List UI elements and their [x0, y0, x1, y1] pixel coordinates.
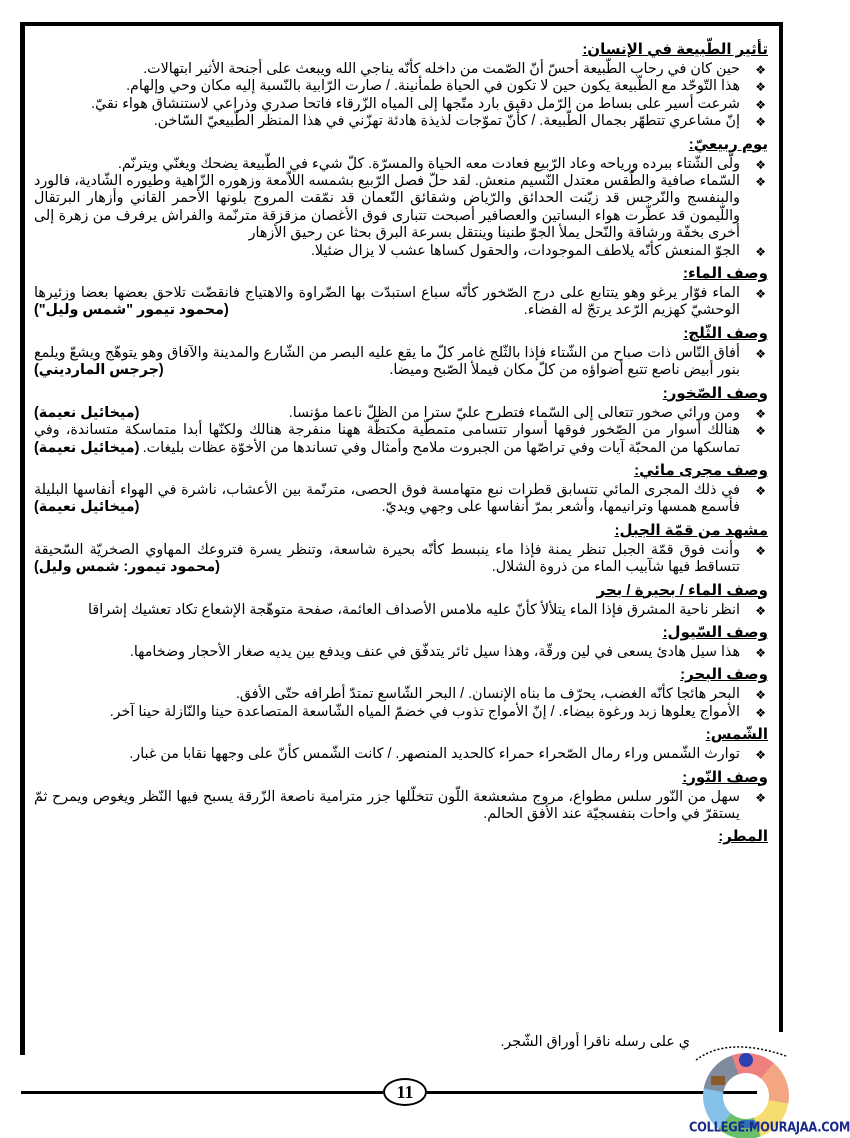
section-heading: الشّمس: [705, 726, 768, 744]
page-border-left [20, 22, 25, 1055]
section [34, 461, 770, 521]
diamond-bullet-icon: ❖ [755, 790, 766, 805]
item-text: هنالك أسوار من الصّخور فوقها أسوار تتسامى متمطّية مكتظّة ههنا منفرجة هنالك ولكنّها أبدا متماسكة متساندة، وفي تماسكها من المحبّة آيات وفي تراصّها من الجبروت ملامح وأمثال وفي تساندها من الأخوّة عظات بليغات. [34, 422, 740, 456]
diamond-bullet-icon: ❖ [755, 63, 766, 77]
list-item [34, 602, 770, 619]
section [34, 264, 770, 324]
section-heading: يوم ربيعيّ: [688, 135, 768, 153]
section [34, 521, 770, 581]
diamond-bullet-icon: ❖ [755, 175, 766, 190]
item-text: شرعت أسير على بساط من الرّمل دقيق بارد متّجها إلى المياه الزّرقاء فاتحا صدري وذراعي لاستنشاق هواء نقيّ. [91, 95, 740, 112]
diamond-bullet-icon: ❖ [755, 287, 766, 302]
diamond-bullet-icon: ❖ [755, 244, 766, 259]
item-text: إنّ مشاعري تتطهّر بجمال الطّبيعة. / كأنّ تموّجات لذيذة هادئة تهزّني في هذا المنظر الطّبيعيّ السّاخن. [153, 113, 740, 130]
list-item [34, 482, 770, 517]
section-heading: وصف الصّخور: [662, 384, 768, 402]
author-citation: (ميخائيل نعيمة) [34, 499, 140, 516]
list-item [34, 644, 770, 661]
item-text: السّماء صافية والطّقس معتدل النّسيم منعش. لقد حلّ فصل الرّبيع بشمسه اللاّمعة وزهوره الزّاهية وطيوره الشّادية، فالورد والبنفسج والنّرجس قد زيّنت الحدائق والرّياض وشقائق النّعمان قد نمّقت المروج بلونها الأحمر القاني وأزهار البرتقال واللّيمون قد عطّرت هواء البساتين والعصافير أصبحت تتبارى فوق الأغصان مزقزقة مترنّمة والفراش يرفرف من زهرة إلى أخرى بخفّة ورشاقة والنّحل يملأ الجوّ طنينا وينتقل بسرعة البرق بحثا عن رحيق الأزهار [34, 173, 740, 242]
page-border-top [20, 22, 783, 26]
author-citation: (محمود تيمور "شمس وليل") [34, 302, 229, 319]
section [34, 623, 770, 665]
section-heading: وصف البحر: [680, 666, 768, 684]
diamond-bullet-icon: ❖ [755, 543, 766, 558]
section-spacer [34, 848, 770, 852]
list-item [34, 746, 770, 763]
list-item [34, 173, 770, 243]
item-text: حين كان في رحاب الطّبيعة أحسّ أنّ الصّمت من داخله كأنّه يناجي الله ويبعث على أجنحة الأثير ابتهالات. [143, 61, 740, 77]
section [34, 665, 770, 725]
section [34, 135, 770, 264]
list-item [34, 422, 770, 457]
list-item [34, 285, 770, 320]
diamond-bullet-icon: ❖ [755, 705, 766, 720]
list-item [34, 113, 770, 130]
section-heading: وصف الماء: [683, 265, 768, 283]
list-item [34, 156, 770, 173]
section-heading: وصف الثّلج: [683, 324, 768, 342]
author-citation: (ميخائيل نعيمة) [34, 404, 140, 421]
diamond-bullet-icon: ❖ [755, 80, 766, 95]
list-item [34, 96, 770, 113]
page-border-bottom [21, 1091, 383, 1094]
item-text: انظر ناحية المشرق فإذا الماء يتلألأ كأنّ عليه ملامس الأصداف العائمة، صفحة متوهّجة الإشعاع تكاد تعشيك إشراقا [88, 601, 740, 618]
diamond-bullet-icon: ❖ [755, 603, 766, 618]
item-text: ولّى الشّتاء ببرده ورياحه وعاد الرّبيع فعادت معه الحياة والمسرّة. كلّ شيء في الطّبيعة يضحك ويغنّي ويترنّم. [117, 155, 740, 172]
author-citation: (ميخائيل نعيمة) [34, 439, 140, 456]
trailing-text-fragment: ي على رسله ناقرا أوراق الشّجر. [500, 1034, 690, 1050]
item-text: الجوّ المنعش كأنّه يلاطف الموجودات، والحقول كساها عشب لا يزال ضئيلا. [310, 242, 740, 259]
list-item [34, 542, 770, 577]
section [34, 40, 770, 135]
item-text: الماء فوّار يرغو وهو يتتابع على درج الصّخور كأنّه سباع استبدّت بها الضّراوة والاهتياج فانقضّت تلاحق بعضها بعضا وزئيرها الوحشيّ كهزيم الرّعد يرتجّ له الفضاء. [34, 285, 740, 319]
list-item [34, 78, 770, 95]
list-item [34, 345, 770, 380]
diamond-bullet-icon: ❖ [755, 157, 766, 172]
list-item [34, 704, 770, 721]
diamond-bullet-icon: ❖ [755, 97, 766, 112]
item-text: ومن ورائي صخور تتعالى إلى السّماء فتطرح عليّ سترا من الظلّ ناعما مؤنسا. [288, 404, 740, 421]
section-heading: المطر: [718, 828, 768, 846]
diamond-bullet-icon: ❖ [755, 115, 766, 130]
list-item [34, 61, 770, 78]
section-heading: وصف الماء / بحيرة / بحر [596, 581, 768, 599]
author-citation: (جرجس المارديني) [34, 362, 164, 379]
section [34, 725, 770, 767]
item-text: أفاق النّاس ذات صباح من الشّتاء فإذا بالثّلج غامر كلّ ما يقع عليه البصر من الشّارع والمدينة والآفاق وهو يتوهّج ويشعّ ويلمع بنور أبيض ناصع تتبع أضواؤه من كلّ مكان فيملأ الصّبح وميضا. [34, 344, 740, 379]
item-text: سهل من النّور سلس مطواع، مروج مشعشعة اللّون تتخلّلها جزر مترامية ناصعة الزّرقة يسبح فيها النّظر ويغوص ويمرح ثمّ يستقرّ في واحات بنفسجيّة عند الأفق الحالم. [34, 788, 740, 822]
diamond-bullet-icon: ❖ [755, 483, 766, 498]
diamond-bullet-icon: ❖ [755, 406, 766, 421]
section [34, 324, 770, 384]
section [34, 827, 770, 852]
item-text: في ذلك المجرى المائي تتسابق قطرات نبع متهامسة فوق الحصى، مترنّمة بين الأعشاب، ناشرة في الهواء أنفاسها البليلة فأسمع همسها وترانيمها، وأشعر بمرّ أنفاسها على وجهي ويديّ. [34, 481, 740, 516]
item-text: توارث الشّمس وراء رمال الصّحراء حمراء كالحديد المنصهر. / كانت الشّمس كأنّ على وجهها نقابا من غبار. [129, 746, 740, 763]
item-text: هذا التّوحّد مع الطّبيعة يكون حين لا تكون في الحياة طمأنينة. / صارت الرّابية بالنّسبة إليه مكان وحي وإلهام. [126, 78, 740, 95]
list-item [34, 789, 770, 824]
section [34, 768, 770, 828]
page-border-right [779, 22, 783, 1032]
list-item [34, 405, 770, 422]
section-heading: مشهد من قمّة الجبل: [614, 521, 768, 539]
list-item [34, 243, 770, 260]
list-item [34, 686, 770, 703]
section [34, 581, 770, 623]
section-heading: وصف النّور: [682, 768, 768, 786]
section-heading: وصف السّيول: [662, 623, 768, 641]
diamond-bullet-icon: ❖ [755, 346, 766, 361]
section-heading: وصف مجرى مائي: [634, 461, 768, 479]
item-text: هذا سيل هادئ يسعى في لين ورقّة، وهذا سيل ثائر يتدفّق في عنف ويدفع بين يديه صغار الأحجار وضخامها. [129, 643, 740, 660]
section [34, 384, 770, 461]
diamond-bullet-icon: ❖ [755, 424, 766, 439]
site-watermark: COLLEGE.MOURAJAA.COM [689, 1118, 850, 1136]
item-text: وأنت فوق قمّة الجبل تنظر يمنة فإذا ماء ينبسط كأنّه بحيرة شاسعة، وتنظر يسرة فتروعك المهاوي الصخريّة السّحيقة تتساقط فيها شآبيب الماء من ذروة الشلال. [34, 541, 740, 576]
diamond-bullet-icon: ❖ [755, 748, 766, 763]
diamond-bullet-icon: ❖ [755, 688, 766, 703]
item-text: البحر هائجا كأنّه الغضب، يحرّف ما بناه الإنسان. / البحر الشّاسع تمتدّ أطرافه حتّى الأفق. [235, 686, 740, 703]
page-number: 11 [383, 1078, 427, 1106]
section-heading: تأثير الطّبيعة في الإنسان: [582, 41, 768, 58]
diamond-bullet-icon: ❖ [755, 645, 766, 660]
item-text: الأمواج يعلوها زبد ورغوة بيضاء. / إنّ الأمواج تذوب في خضمّ المياه الشّاسعة المتصاعدة حينا والنّازلة حينا آخر. [109, 703, 740, 720]
document-body [34, 40, 770, 852]
author-citation: (محمود تيمور: شمس وليل) [34, 559, 220, 576]
